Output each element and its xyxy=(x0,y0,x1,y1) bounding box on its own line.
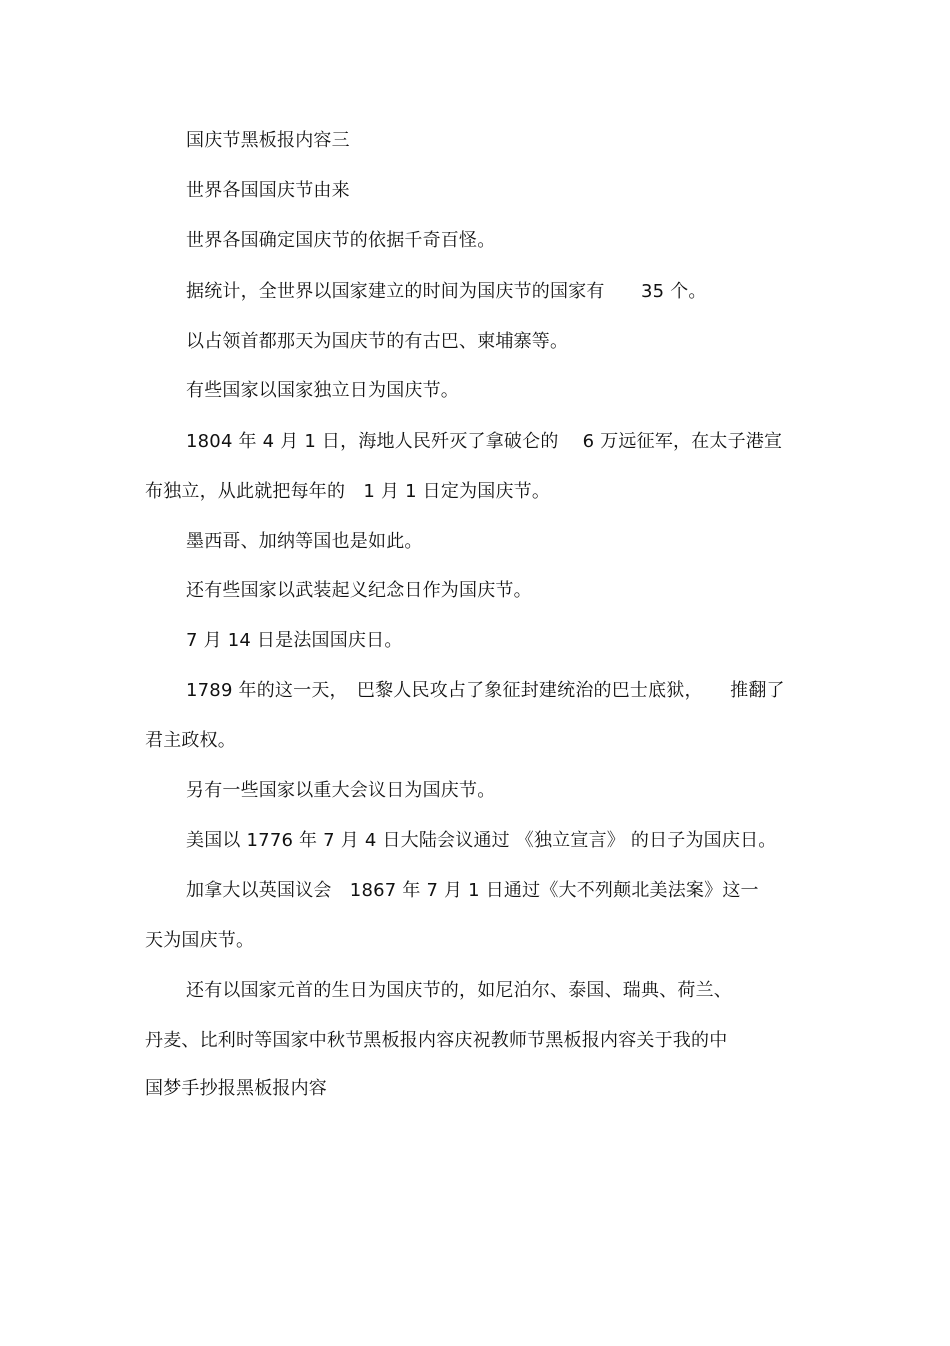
paragraph-line: 据统计，全世界以国家建立的时间为国庆节的国家有 35 个。 xyxy=(186,281,707,302)
paragraph-line: 丹麦、比利时等国家中秋节黑板报内容庆祝教师节黑板报内容关于我的中 xyxy=(145,1030,728,1051)
paragraph-line: 还有些国家以武装起义纪念日作为国庆节。 xyxy=(186,580,532,601)
paragraph-line: 君主政权。 xyxy=(145,730,236,751)
paragraph-line: 布独立，从此就把每年的 1 月 1 日定为国庆节。 xyxy=(145,481,551,502)
document-title: 国庆节黑板报内容三 xyxy=(186,130,350,151)
paragraph-line: 国梦手抄报黑板报内容 xyxy=(145,1078,327,1099)
paragraph-line: 另有一些国家以重大会议日为国庆节。 xyxy=(186,780,496,801)
paragraph-line: 世界各国确定国庆节的依据千奇百怪。 xyxy=(186,230,496,251)
paragraph-line: 美国以 1776 年 7 月 4 日大陆会议通过 《独立宣言》 的日子为国庆日。 xyxy=(186,830,777,851)
paragraph-line: 还有以国家元首的生日为国庆节的，如尼泊尔、泰国、瑞典、荷兰、 xyxy=(186,980,732,1001)
paragraph-line: 7 月 14 日是法国国庆日。 xyxy=(186,630,403,651)
section-heading: 世界各国国庆节由来 xyxy=(186,180,350,201)
paragraph-line: 加拿大以英国议会 1867 年 7 月 1 日通过《大不列颠北美法案》这一 xyxy=(186,880,759,901)
paragraph-line: 以占领首都那天为国庆节的有古巴、柬埔寨等。 xyxy=(186,331,569,352)
paragraph-line: 1804 年 4 月 1 日，海地人民歼灭了拿破仑的 6 万远征军，在太子港宣 xyxy=(186,431,783,452)
paragraph-line: 天为国庆节。 xyxy=(145,930,255,951)
paragraph-line: 1789 年的这一天， 巴黎人民攻占了象征封建统治的巴士底狱， 推翻了 xyxy=(186,680,785,701)
paragraph-line: 有些国家以国家独立日为国庆节。 xyxy=(186,380,459,401)
paragraph-line: 墨西哥、加纳等国也是如此。 xyxy=(186,531,423,552)
